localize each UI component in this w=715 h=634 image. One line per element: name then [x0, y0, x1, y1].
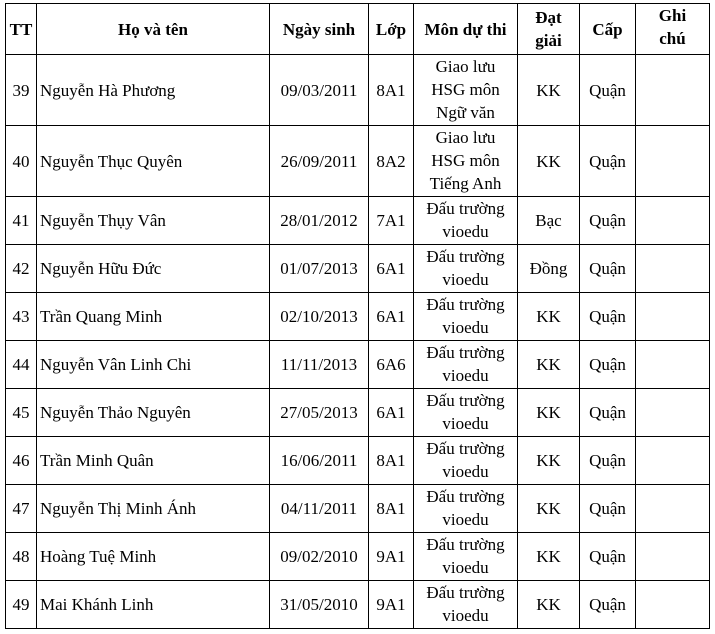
header-row [6, 4, 710, 55]
cell-name: Nguyễn Hà Phương [37, 55, 270, 126]
cell-note [636, 55, 710, 126]
cell-dob: 16/06/2011 [270, 437, 369, 485]
cell-name: Nguyễn Vân Linh Chi [37, 341, 270, 389]
cell-note [636, 533, 710, 581]
cell-level: Quận [580, 245, 636, 293]
cell-tt: 45 [6, 389, 37, 437]
cell-level: Quận [580, 341, 636, 389]
cell-name: Nguyễn Thị Minh Ánh [37, 485, 270, 533]
cell-name: Hoàng Tuệ Minh [37, 533, 270, 581]
cell-note [636, 437, 710, 485]
cell-award: KK [518, 341, 580, 389]
cell-tt: 47 [6, 485, 37, 533]
cell-level: Quận [580, 581, 636, 629]
table-row [6, 197, 710, 245]
cell-note [636, 126, 710, 197]
cell-note [636, 485, 710, 533]
header-ghi-chu: Ghi chú [636, 4, 710, 55]
table-row [6, 126, 710, 197]
header-ngay-sinh: Ngày sinh [270, 4, 369, 55]
cell-tt: 48 [6, 533, 37, 581]
cell-dob: 11/11/2013 [270, 341, 369, 389]
cell-class: 8A1 [369, 437, 414, 485]
cell-note [636, 389, 710, 437]
cell-award: KK [518, 55, 580, 126]
cell-award: KK [518, 533, 580, 581]
cell-subject: Đấu trường vioedu [414, 533, 518, 581]
cell-award: KK [518, 293, 580, 341]
cell-subject: Giao lưu HSG môn Tiếng Anh [414, 126, 518, 197]
cell-class: 8A1 [369, 485, 414, 533]
cell-dob: 31/05/2010 [270, 581, 369, 629]
cell-level: Quận [580, 55, 636, 126]
cell-award: KK [518, 389, 580, 437]
cell-name: Nguyễn Thảo Nguyên [37, 389, 270, 437]
cell-level: Quận [580, 293, 636, 341]
header-mon-du-thi: Môn dự thi [414, 4, 518, 55]
cell-tt: 41 [6, 197, 37, 245]
cell-class: 6A1 [369, 293, 414, 341]
cell-dob: 26/09/2011 [270, 126, 369, 197]
cell-note [636, 197, 710, 245]
table-row [6, 581, 710, 629]
table-row [6, 485, 710, 533]
cell-level: Quận [580, 437, 636, 485]
cell-tt: 40 [6, 126, 37, 197]
cell-award: KK [518, 485, 580, 533]
cell-tt: 39 [6, 55, 37, 126]
cell-level: Quận [580, 533, 636, 581]
cell-name: Trần Quang Minh [37, 293, 270, 341]
cell-tt: 49 [6, 581, 37, 629]
header-ho-ten: Họ và tên [37, 4, 270, 55]
cell-subject: Đấu trường vioedu [414, 581, 518, 629]
cell-subject: Đấu trường vioedu [414, 293, 518, 341]
cell-dob: 02/10/2013 [270, 293, 369, 341]
cell-award: Bạc [518, 197, 580, 245]
cell-name: Trần Minh Quân [37, 437, 270, 485]
cell-dob: 01/07/2013 [270, 245, 369, 293]
cell-class: 8A2 [369, 126, 414, 197]
cell-name: Nguyễn Thụy Vân [37, 197, 270, 245]
cell-note [636, 293, 710, 341]
cell-subject: Giao lưu HSG môn Ngữ văn [414, 55, 518, 126]
cell-class: 9A1 [369, 533, 414, 581]
cell-name: Nguyễn Hữu Đức [37, 245, 270, 293]
cell-note [636, 341, 710, 389]
table-row [6, 437, 710, 485]
cell-subject: Đấu trường vioedu [414, 341, 518, 389]
cell-level: Quận [580, 126, 636, 197]
award-table [5, 3, 710, 629]
cell-award: KK [518, 126, 580, 197]
cell-tt: 44 [6, 341, 37, 389]
table-row [6, 293, 710, 341]
cell-tt: 43 [6, 293, 37, 341]
cell-name: Mai Khánh Linh [37, 581, 270, 629]
table-row [6, 55, 710, 126]
cell-class: 6A1 [369, 245, 414, 293]
cell-award: KK [518, 437, 580, 485]
table-row [6, 389, 710, 437]
cell-class: 6A6 [369, 341, 414, 389]
cell-class: 9A1 [369, 581, 414, 629]
cell-dob: 28/01/2012 [270, 197, 369, 245]
cell-dob: 09/02/2010 [270, 533, 369, 581]
cell-award: KK [518, 581, 580, 629]
cell-dob: 27/05/2013 [270, 389, 369, 437]
table-row [6, 245, 710, 293]
cell-subject: Đấu trường vioedu [414, 389, 518, 437]
cell-subject: Đấu trường vioedu [414, 245, 518, 293]
header-cap: Cấp [580, 4, 636, 55]
cell-class: 7A1 [369, 197, 414, 245]
cell-subject: Đấu trường vioedu [414, 197, 518, 245]
header-tt: TT [6, 4, 37, 55]
cell-note [636, 245, 710, 293]
table-body [6, 55, 710, 629]
cell-level: Quận [580, 485, 636, 533]
cell-level: Quận [580, 389, 636, 437]
cell-subject: Đấu trường vioedu [414, 437, 518, 485]
cell-subject: Đấu trường vioedu [414, 485, 518, 533]
cell-tt: 46 [6, 437, 37, 485]
table-row [6, 341, 710, 389]
table-row [6, 533, 710, 581]
header-lop: Lớp [369, 4, 414, 55]
cell-award: Đồng [518, 245, 580, 293]
cell-level: Quận [580, 197, 636, 245]
cell-dob: 04/11/2011 [270, 485, 369, 533]
cell-tt: 42 [6, 245, 37, 293]
cell-class: 8A1 [369, 55, 414, 126]
cell-note [636, 581, 710, 629]
cell-dob: 09/03/2011 [270, 55, 369, 126]
cell-name: Nguyễn Thục Quyên [37, 126, 270, 197]
header-dat-giai: Đạt giải [518, 4, 580, 55]
cell-class: 6A1 [369, 389, 414, 437]
